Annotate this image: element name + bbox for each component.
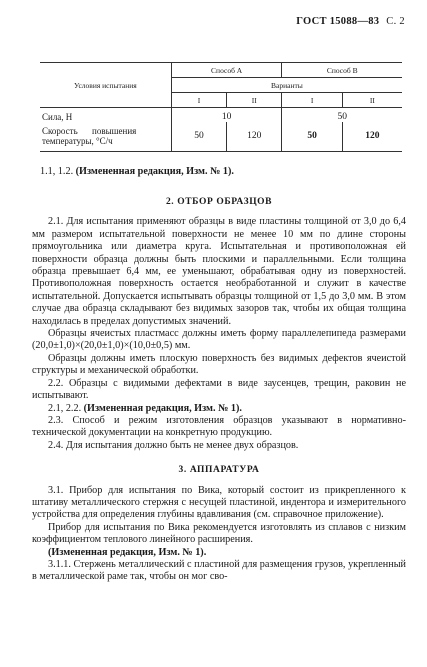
paragraph-3-1-b: Прибор для испытания по Вика рекомендуется изготовлять из сплавов с низким коэффициентом теплового линейного расширения. <box>32 521 406 546</box>
paragraph-2-4: 2.4. Для испытания должно быть не менее двух образцов. <box>48 439 299 451</box>
method-b-header: Способ В <box>282 63 402 78</box>
variant-a-1: I <box>171 93 226 108</box>
standard-number: ГОСТ 15088—83 <box>296 16 380 27</box>
ref-1-2-edit: (Измененная редакция, Изм. № 1). <box>75 166 234 177</box>
variant-b-2: II <box>342 93 402 108</box>
speed-label <box>40 122 171 152</box>
ref-2-1-2-2-edit: (Измененная редакция, Изм. № 1). <box>83 402 242 414</box>
ref-1-2 <box>32 166 406 178</box>
variant-b-1: I <box>282 93 342 108</box>
speed-a-2: 120 <box>227 122 282 152</box>
paragraph-2-1-c: Образцы должны иметь плоскую поверхность без видимых дефектов ячеистой структуры и механической обработки. <box>32 352 406 377</box>
speed-a-1: 50 <box>171 122 226 152</box>
speed-b-1: 50 <box>282 122 342 152</box>
speed-label-3: температуры, °С/ч <box>42 136 113 147</box>
speed-label-1: Скорость <box>42 126 78 137</box>
paragraph-2-2: 2.2. Образцы с видимыми дефектами в виде заусенцев, трещин, раковин не испытывают. <box>32 377 406 402</box>
ref-1-2-number: 1.1, 1.2. <box>40 166 74 177</box>
paragraph-3-1: 3.1. Прибор для испытания по Вика, который состоит из прикрепленного к штативу металлического стержня с несущей пластиной, индентора и измерительного устройства для определения глубины вдавливания (см. справочное приложение). <box>32 484 406 521</box>
variant-a-2: II <box>227 93 282 108</box>
section-3-title: 3. АППАРАТУРА <box>178 465 260 476</box>
force-a: 10 <box>171 108 282 122</box>
ref-3-edit: (Измененная редакция, Изм. № 1). <box>48 546 207 558</box>
speed-b-2: 120 <box>342 122 402 152</box>
paragraph-2-3: 2.3. Способ и режим изготовления образцов указывают в нормативно-технической документации на конкретную продукцию. <box>32 414 406 439</box>
speed-label-2: повышения <box>92 126 137 137</box>
paragraph-2-1-b: Образцы ячеистых пластмасс должны иметь форму параллелепипеда размерами (20,0±1,0)×(20,0±1,0)×(10,0±0,5) мм. <box>32 328 406 352</box>
paragraph-2-1: 2.1. Для испытания применяют образцы в виде пластины толщиной от 3,0 до 6,4 мм размером испытательной поверхности не менее 10 мм по длине стороны прямоугольника или диаметра круга. Испытательная и противоположная ей поверхности образца должны быть плоскими и параллельными. Если толщина образца превышает 6,4 мм, ее уменьшают, обрабатывая одну из поверхностей. Противоположная поверхность остается необработанной и служит в качестве испытательной. Допускается испытывать образцы толщиной от 1,5 до 3,0 мм. В этом случае два образца складывают без видимых зазоров так, чтобы их общая толщина находилась в пределах допустимых значений. <box>32 216 406 327</box>
section-2-title: 2. ОТБОР ОБРАЗЦОВ <box>165 197 273 207</box>
section-2 <box>32 196 406 584</box>
force-label: Сила, Н <box>40 108 171 122</box>
method-a-header: Способ А <box>171 63 282 78</box>
page-number: С. 2 <box>386 16 405 27</box>
ref-2-1-2-2-number: 2.1, 2.2. <box>48 402 82 414</box>
force-b: 50 <box>282 108 402 122</box>
variants-header: Варианты <box>171 78 402 93</box>
paragraph-3-1-1: 3.1.1. Стержень металлический с пластиной для размещения грузов, укрепленный в металлической раме так, чтобы он мог сво- <box>32 558 406 583</box>
condition-header: Условия испытания <box>40 63 171 108</box>
page-header <box>296 16 405 27</box>
test-conditions-table <box>40 62 402 152</box>
